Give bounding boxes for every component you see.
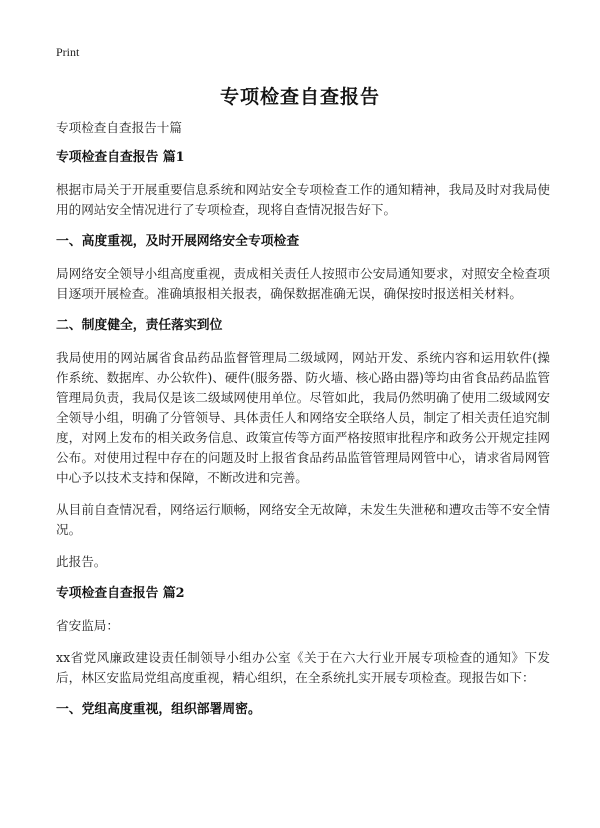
section1-paragraph-4: 此报告。 [56, 554, 107, 569]
section-heading-1: 专项检查自查报告 篇1 [56, 150, 185, 165]
document-title: 专项检查自查报告 [219, 86, 380, 108]
section2-paragraph-1: xx省党风廉政建设责任制领导小组办公室《关于在六大行业开展专项检查的通知》下发后，林区安监局党组高度重视，精心组织，在全系统扎实开展专项检查。现报告如下： [56, 650, 550, 685]
section2-salutation: 省安监局： [56, 618, 119, 633]
section1-paragraph-2: 我局使用的网站属省食品药品监督管理局二级域网，网站开发、系统内容和运用软件(操作系统、数据库、办公软件)、硬件(服务器、防火墙、核心路由器)等均由省食品药品监管管理局负责，我局仅是该二级域网使用单位。尽管如此，我局仍然明确了使用二级域网安全领导小组，明确了分管领导、具体责任人和网络安全联络人员，制定了相关责任追究制度，对网上发布的相关政务信息、政策宣传等方面严格按照审批程序和政务公开规定挂网公布。对使用过程中存在的问题及时上报省食品药品监管管理局网管中心，请求省局网管中心予以技术支持和保障，不断改进和完善。 [56, 350, 550, 485]
section1-paragraph-3: 从目前自查情况看，网络运行顺畅，网络安全无故障，未发生失泄秘和遭攻击等不安全情况。 [56, 502, 550, 537]
section2-subheading-1: 一、党组高度重视，组织部署周密。 [56, 702, 261, 717]
section1-intro-paragraph: 根据市局关于开展重要信息系统和网站安全专项检查工作的通知精神，我局及时对我局使用的网站安全情况进行了专项检查，现将自查情况报告好下。 [56, 182, 550, 217]
document-subtitle: 专项检查自查报告十篇 [56, 120, 182, 135]
print-label: Print [56, 45, 80, 59]
section1-subheading-2: 二、制度健全，责任落实到位 [56, 318, 223, 333]
section-heading-2: 专项检查自查报告 篇2 [56, 586, 185, 601]
section1-paragraph-1: 局网络安全领导小组高度重视，责成相关责任人按照市公安局通知要求，对照安全检查项目逐项开展检查。准确填报相关报表，确保数据准确无误，确保按时报送相关材料。 [56, 266, 550, 301]
document-body [56, 118, 550, 732]
section1-subheading-1: 一、高度重视，及时开展网络安全专项检查 [56, 234, 300, 249]
